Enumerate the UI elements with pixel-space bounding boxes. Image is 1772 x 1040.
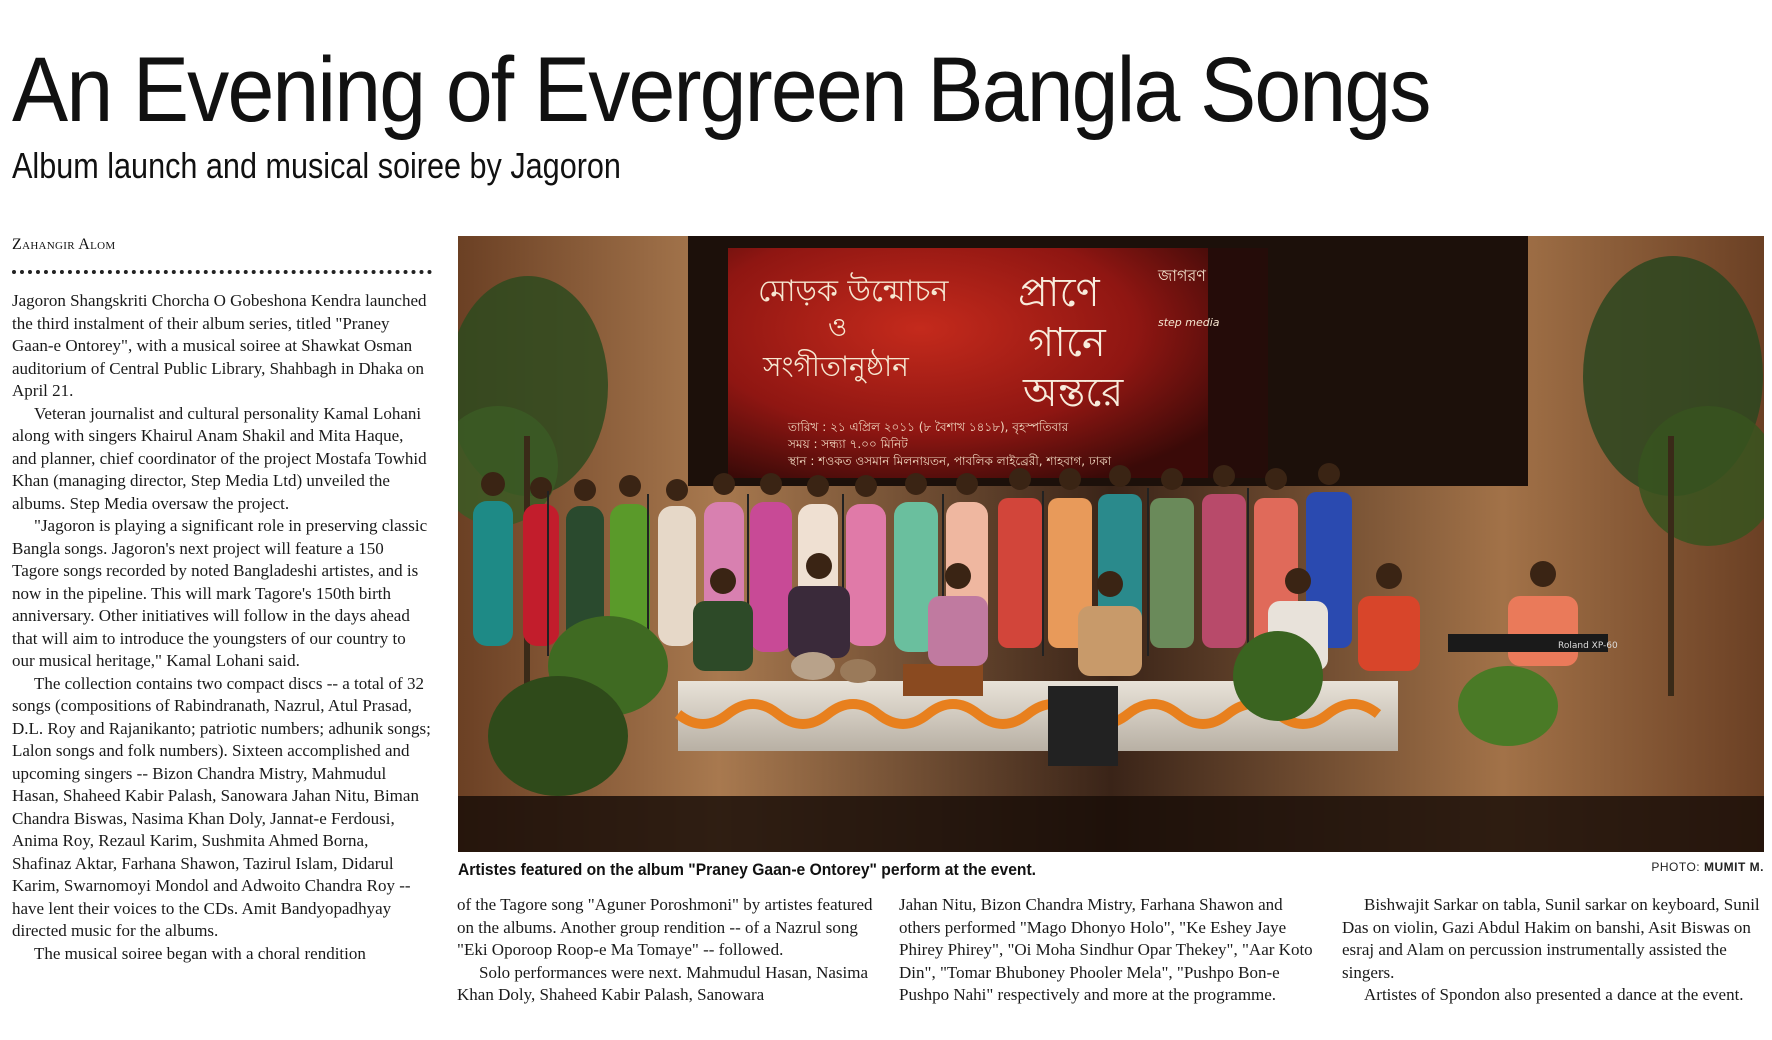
banner-info-3: স্থান : শওকত ওসমান মিলনায়তন, পাবলিক লাইব্রেরী, শাহবাগ, ঢাকা: [788, 454, 1112, 468]
paragraph: The musical soiree began with a choral rendition: [34, 943, 366, 963]
keyboard: [1448, 634, 1618, 652]
article-column-1: [12, 290, 432, 965]
banner-info-2: সময় : সন্ধ্যা ৭.০০ মিনিট: [788, 437, 908, 451]
photo-caption: Artistes featured on the album "Praney Gaan-e Ontorey" perform at the event.: [458, 860, 1037, 879]
paragraph: Jahan Nitu, Bizon Chandra Mistry, Farhana Shawon and others performed "Mago Dhonyo Holo", "Ke Eshey Jaye Phirey Phirey", "Oi Moha Sindhur Opar Thekey", "Aar Koto Din", "Tomar Bhuboney Phooler Mela", "Pushpo Bon-e Pushpo Nahi" respectively and more at the programme.: [899, 895, 1313, 1004]
banner-sponsor-text: step media: [1158, 316, 1220, 329]
paragraph: Jagoron Shangskriti Chorcha O Gobeshona Kendra launched the third instalment of their album series, titled "Praney Gaan-e Ontorey", with a musical soiree at Shawkat Osman auditorium of Central Public Library, Shahbagh in Dhaka on April 21.: [12, 291, 427, 400]
paragraph: Artistes of Spondon also presented a dance at the event.: [1364, 985, 1744, 1004]
keyboard-brand: Roland XP-60: [1558, 641, 1618, 651]
banner-text-3: সংগীতানুষ্ঠান: [763, 350, 909, 383]
paragraph: Bishwajit Sarkar on tabla, Sunil sarkar on keyboard, Sunil Das on violin, Gazi Abdul Hakim on banshi, Asit Biswas on esraj and Alam on percussion instrumentally assisted the singers.: [1342, 895, 1760, 982]
subheadline: Album launch and musical soiree by Jagoron: [12, 145, 621, 186]
paragraph: of the Tagore song "Aguner Poroshmoni" by artistes featured on the albums. Another group rendition -- of a Nazrul song "Eki Oporoop Roop-e Ma Tomaye" -- followed.: [457, 895, 873, 959]
byline: Zahangir Alom: [12, 236, 116, 253]
paragraph: Veteran journalist and cultural personality Kamal Lohani along with singers Khairul Anam Shakil and Mita Haque, and planner, chief coordinator of the project Mostafa Towhid Khan (managing director, Step Media Ltd) unveiled the albums. Step Media oversaw the project.: [12, 403, 427, 513]
banner-logo-text: জাগরণ: [1158, 266, 1206, 285]
article-column-4: [1342, 894, 1760, 1007]
banner-title-3: অন্তরে: [1023, 370, 1124, 416]
banner-info-1: তারিখ : ২১ এপ্রিল ২০১১ (৮ বৈশাখ ১৪১৮), বৃহস্পতিবার: [788, 420, 1069, 434]
byline-divider: [12, 270, 432, 274]
banner-title-1: প্রাণে: [1018, 270, 1100, 316]
banner-text-1: মোড়ক উন্মোচন: [758, 274, 949, 309]
article-column-2: [457, 894, 877, 1007]
photo-credit-name: MUMIT M.: [1704, 860, 1764, 874]
banner-text-2: ও: [828, 313, 848, 343]
paragraph: Solo performances were next. Mahmudul Hasan, Nasima Khan Doly, Shaheed Kabir Palash, Sanowara: [457, 962, 868, 1004]
event-photo: [458, 236, 1764, 852]
photo-credit-label: PHOTO:: [1651, 860, 1701, 874]
headline: An Evening of Evergreen Bangla Songs: [12, 39, 1430, 141]
paragraph: The collection contains two compact discs -- a total of 32 songs (compositions of Rabindranath, Nazrul, Atul Prasad, D.L. Roy and Rajanikanto; patriotic numbers; adhunik songs; Lalon songs and folk numbers). Sixteen accomplished and upcoming singers -- Bizon Chandra Mistry, Mahmudul Hasan, Shaheed Kabir Palash, Sanowara Jahan Nitu, Biman Chandra Biswas, Nasima Khan Doly, Jannat-e Ferdousi, Anima Roy, Rezaul Karim, Sushmita Ahmed Borna, Shafinaz Aktar, Farhana Shawon, Tazirul Islam, Didarul Karim, Swarnomoyi Mondol and Adwoito Chandra Roy -- have lent their voices to the CDs. Amit Bandyopadhyay directed music for the albums.: [12, 673, 431, 940]
cd-standee: [1048, 686, 1118, 766]
banner-title-2: গানে: [1028, 320, 1106, 366]
article-column-3: [899, 894, 1319, 1007]
photo-credit: [1651, 860, 1764, 874]
paragraph: "Jagoron is playing a significant role in preserving classic Bangla songs. Jagoron's next project will feature a 150 Tagore songs recorded by noted Bangladeshi artistes, and is now in the pipeline. This will mark Tagore's 150th birth anniversary. Other initiatives will follow in the days ahead that will aim to introduce the youngsters of our country to our musical heritage," Kamal Lohani said.: [12, 516, 428, 670]
